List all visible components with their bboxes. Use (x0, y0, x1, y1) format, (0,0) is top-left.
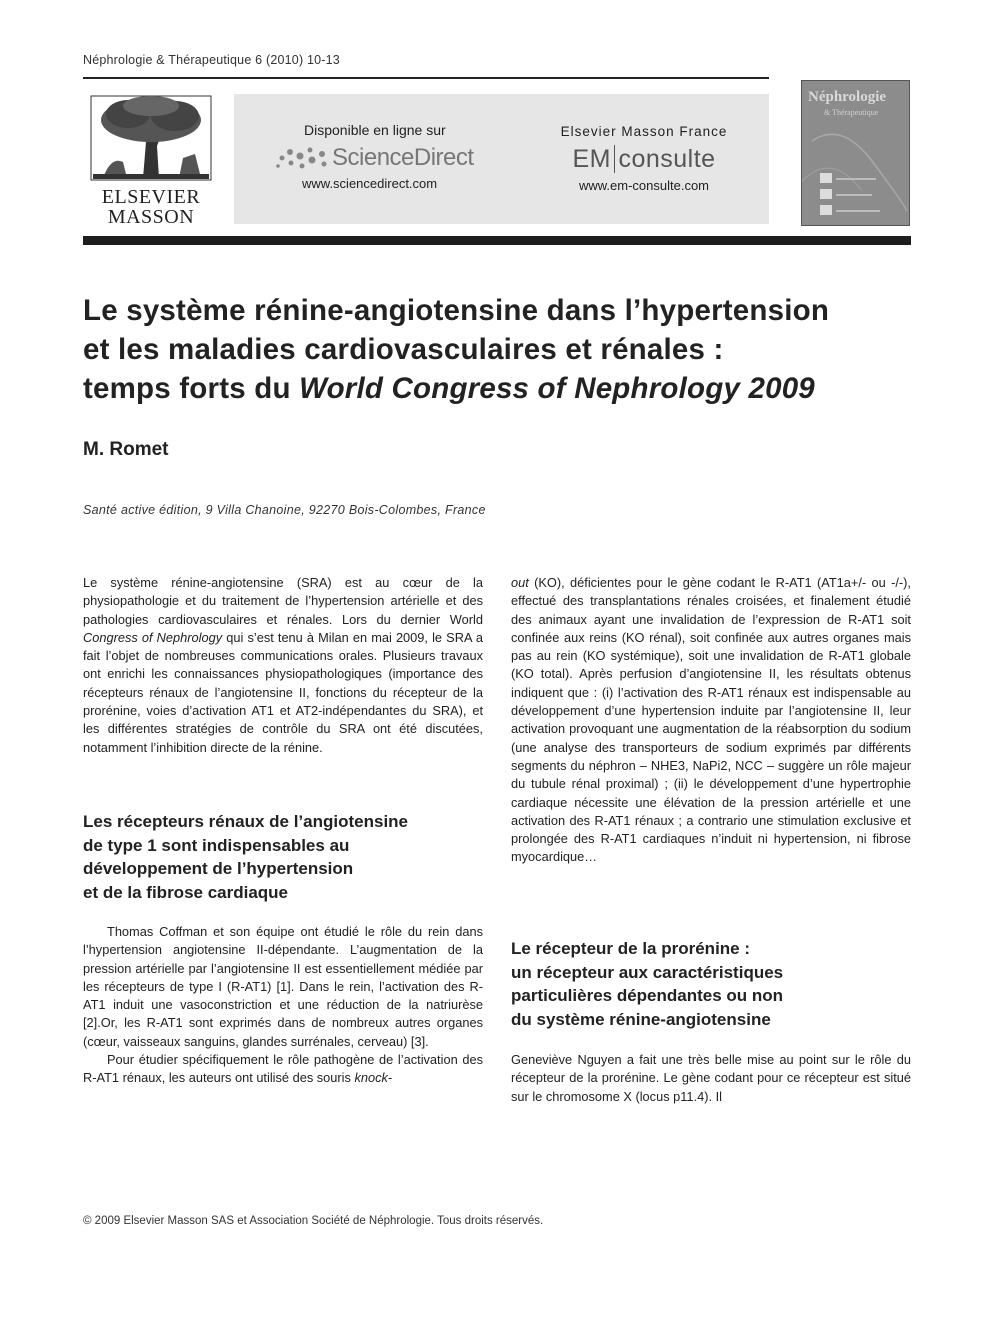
logo-line-masson: MASSON (107, 206, 195, 228)
available-online-label: Disponible en ligne sur (304, 122, 446, 138)
emconsulte-block[interactable] (544, 124, 744, 193)
title-line-3: temps forts du World Congress of Nephrology 2009 (83, 372, 815, 405)
article-title (83, 291, 913, 408)
tree-icon (83, 92, 219, 184)
journal-reference: Néphrologie & Thérapeutique 6 (2010) 10-13 (83, 53, 340, 67)
emconsulte-logo (544, 145, 744, 174)
cover-artwork-icon (802, 81, 910, 226)
logo-line-elsevier: ELSEVIER (101, 186, 201, 208)
title-line-2: et les maladies cardiovasculaires et rénales : (83, 333, 724, 366)
emconsulte-url-link[interactable]: www.em-consulte.com (578, 178, 710, 193)
title-line-1: Le système rénine-angiotensine dans l’hypertension (83, 294, 830, 327)
section-1-continued: out (KO), déficientes pour le gène codant le R-AT1 (AT1a+/- ou -/-), effectué des transplantations rénales croisées, et finalement étudié des animaux ayant une invalidation de l’expression de R-AT1 soit confinée aux reins (KO rénal), soit confinée aux autres organes mais pas au rein (KO systémique), soit une invalidation de R-AT1 globale (KO total). Après perfusion d’angiotensine II, les résultats obtenus indiquent que : (i) l’activation des R-AT1 rénaux est indispensable au développement d’une hypertension induite par l’angiotensine II, leur activation provoquant une augmentation de la réabsorption du sodium (une analyse des transporteurs de sodium exprimés par différents segments du néphron – NHE3, NaPi2, NCC – suggère un rôle majeur du tubule rénal proximal) ; (ii) le développement d’une hypertrophie cardiaque nécessite une élévation de la pression artérielle et une activation des R-AT1 rénaux ; a contrario une stimulation exclusive et prolongée des R-AT1 cardiaques n’induit ni hypertension, ni fibrose myocardique… (511, 575, 911, 865)
copyright-notice: © 2009 Elsevier Masson SAS et Association Société de Néphrologie. Tous droits réservés. (83, 1215, 544, 1227)
author-name: M. Romet (83, 439, 169, 460)
section-heading-2: Le récepteur de la prorénine : un récepteur aux caractéristiques particulières dépendantes ou non du système rénine-angiotensine (511, 939, 784, 1029)
sciencedirect-dots-icon (274, 144, 332, 172)
header-rule (83, 77, 769, 79)
cover-title: Néphrologie (808, 89, 887, 105)
section-heading-1: Les récepteurs rénaux de l’angiotensine de type 1 sont indispensables au développement de l’hypertension et de la fibrose cardiaque (83, 812, 409, 902)
title-congress-name: World Congress of Nephrology 2009 (299, 372, 815, 405)
em-publisher-label: Elsevier Masson France (560, 124, 728, 139)
availability-banner (234, 94, 769, 224)
cover-subtitle: & Thérapeutique (824, 108, 879, 117)
body-paragraph: Thomas Coffman et son équipe ont étudié le rôle du rein dans l’hypertension angiotensine II-dépendante. L’augmentation de la pression artérielle par l’angiotensine II est essentiellement médiée par les récepteurs de type I (R-AT1) [1]. Dans le rein, l’activation des R-AT1 induit une vasoconstriction et une réduction de la natriurèse [2].Or, les R-AT1 sont exprimés dans de nombreux autres organes (cœur, vaisseaux sanguins, glandes surrénales, cerveau) [3]. (83, 924, 483, 1049)
em-logo-left: EM (572, 145, 611, 173)
sciencedirect-url-link[interactable]: www.sciencedirect.com (302, 176, 438, 191)
elsevier-masson-logo (83, 92, 219, 228)
sciencedirect-block[interactable] (274, 122, 494, 191)
author-affiliation: Santé active édition, 9 Villa Chanoine, 92270 Bois-Colombes, France (83, 503, 486, 517)
em-logo-right: consulte (618, 145, 716, 173)
body-paragraph: Pour étudier spécifiquement le rôle pathogène de l’activation des R-AT1 rénaux, les auteurs ont utilisé des souris knock- (83, 1052, 483, 1086)
sciencedirect-name: ScienceDirect (332, 144, 474, 171)
section-1-body (83, 923, 483, 1088)
section-2-body: Geneviève Nguyen a fait une très belle mise au point sur le rôle du récepteur de la prorénine. Le gène codant pour ce récepteur est situé sur le chromosome X (locus p11.4). Il (511, 1052, 911, 1104)
journal-cover-thumbnail[interactable] (801, 80, 910, 226)
abstract-paragraph: Le système rénine-angiotensine (SRA) est au cœur de la physiopathologie et du traitement de l’hypertension artérielle et des pathologies cardiovasculaires et rénales. Lors du dernier World Congress of Nephrology qui s’est tenu à Milan en mai 2009, le SRA a fait l’objet de nombreuses communications orales. Plusieurs travaux ont enrichi les connaissances physiopathologiques (importance des récepteurs rénaux de l’angiotensine II, fonctions du récepteur de la prorénine, voies d’activation AT1 et AT2-indépendantes du SRA), et les différentes stratégies de contrôle du SRA ont été discutées, notamment l’inhibition directe de la rénine. (83, 575, 484, 755)
header-thick-rule (83, 236, 911, 245)
